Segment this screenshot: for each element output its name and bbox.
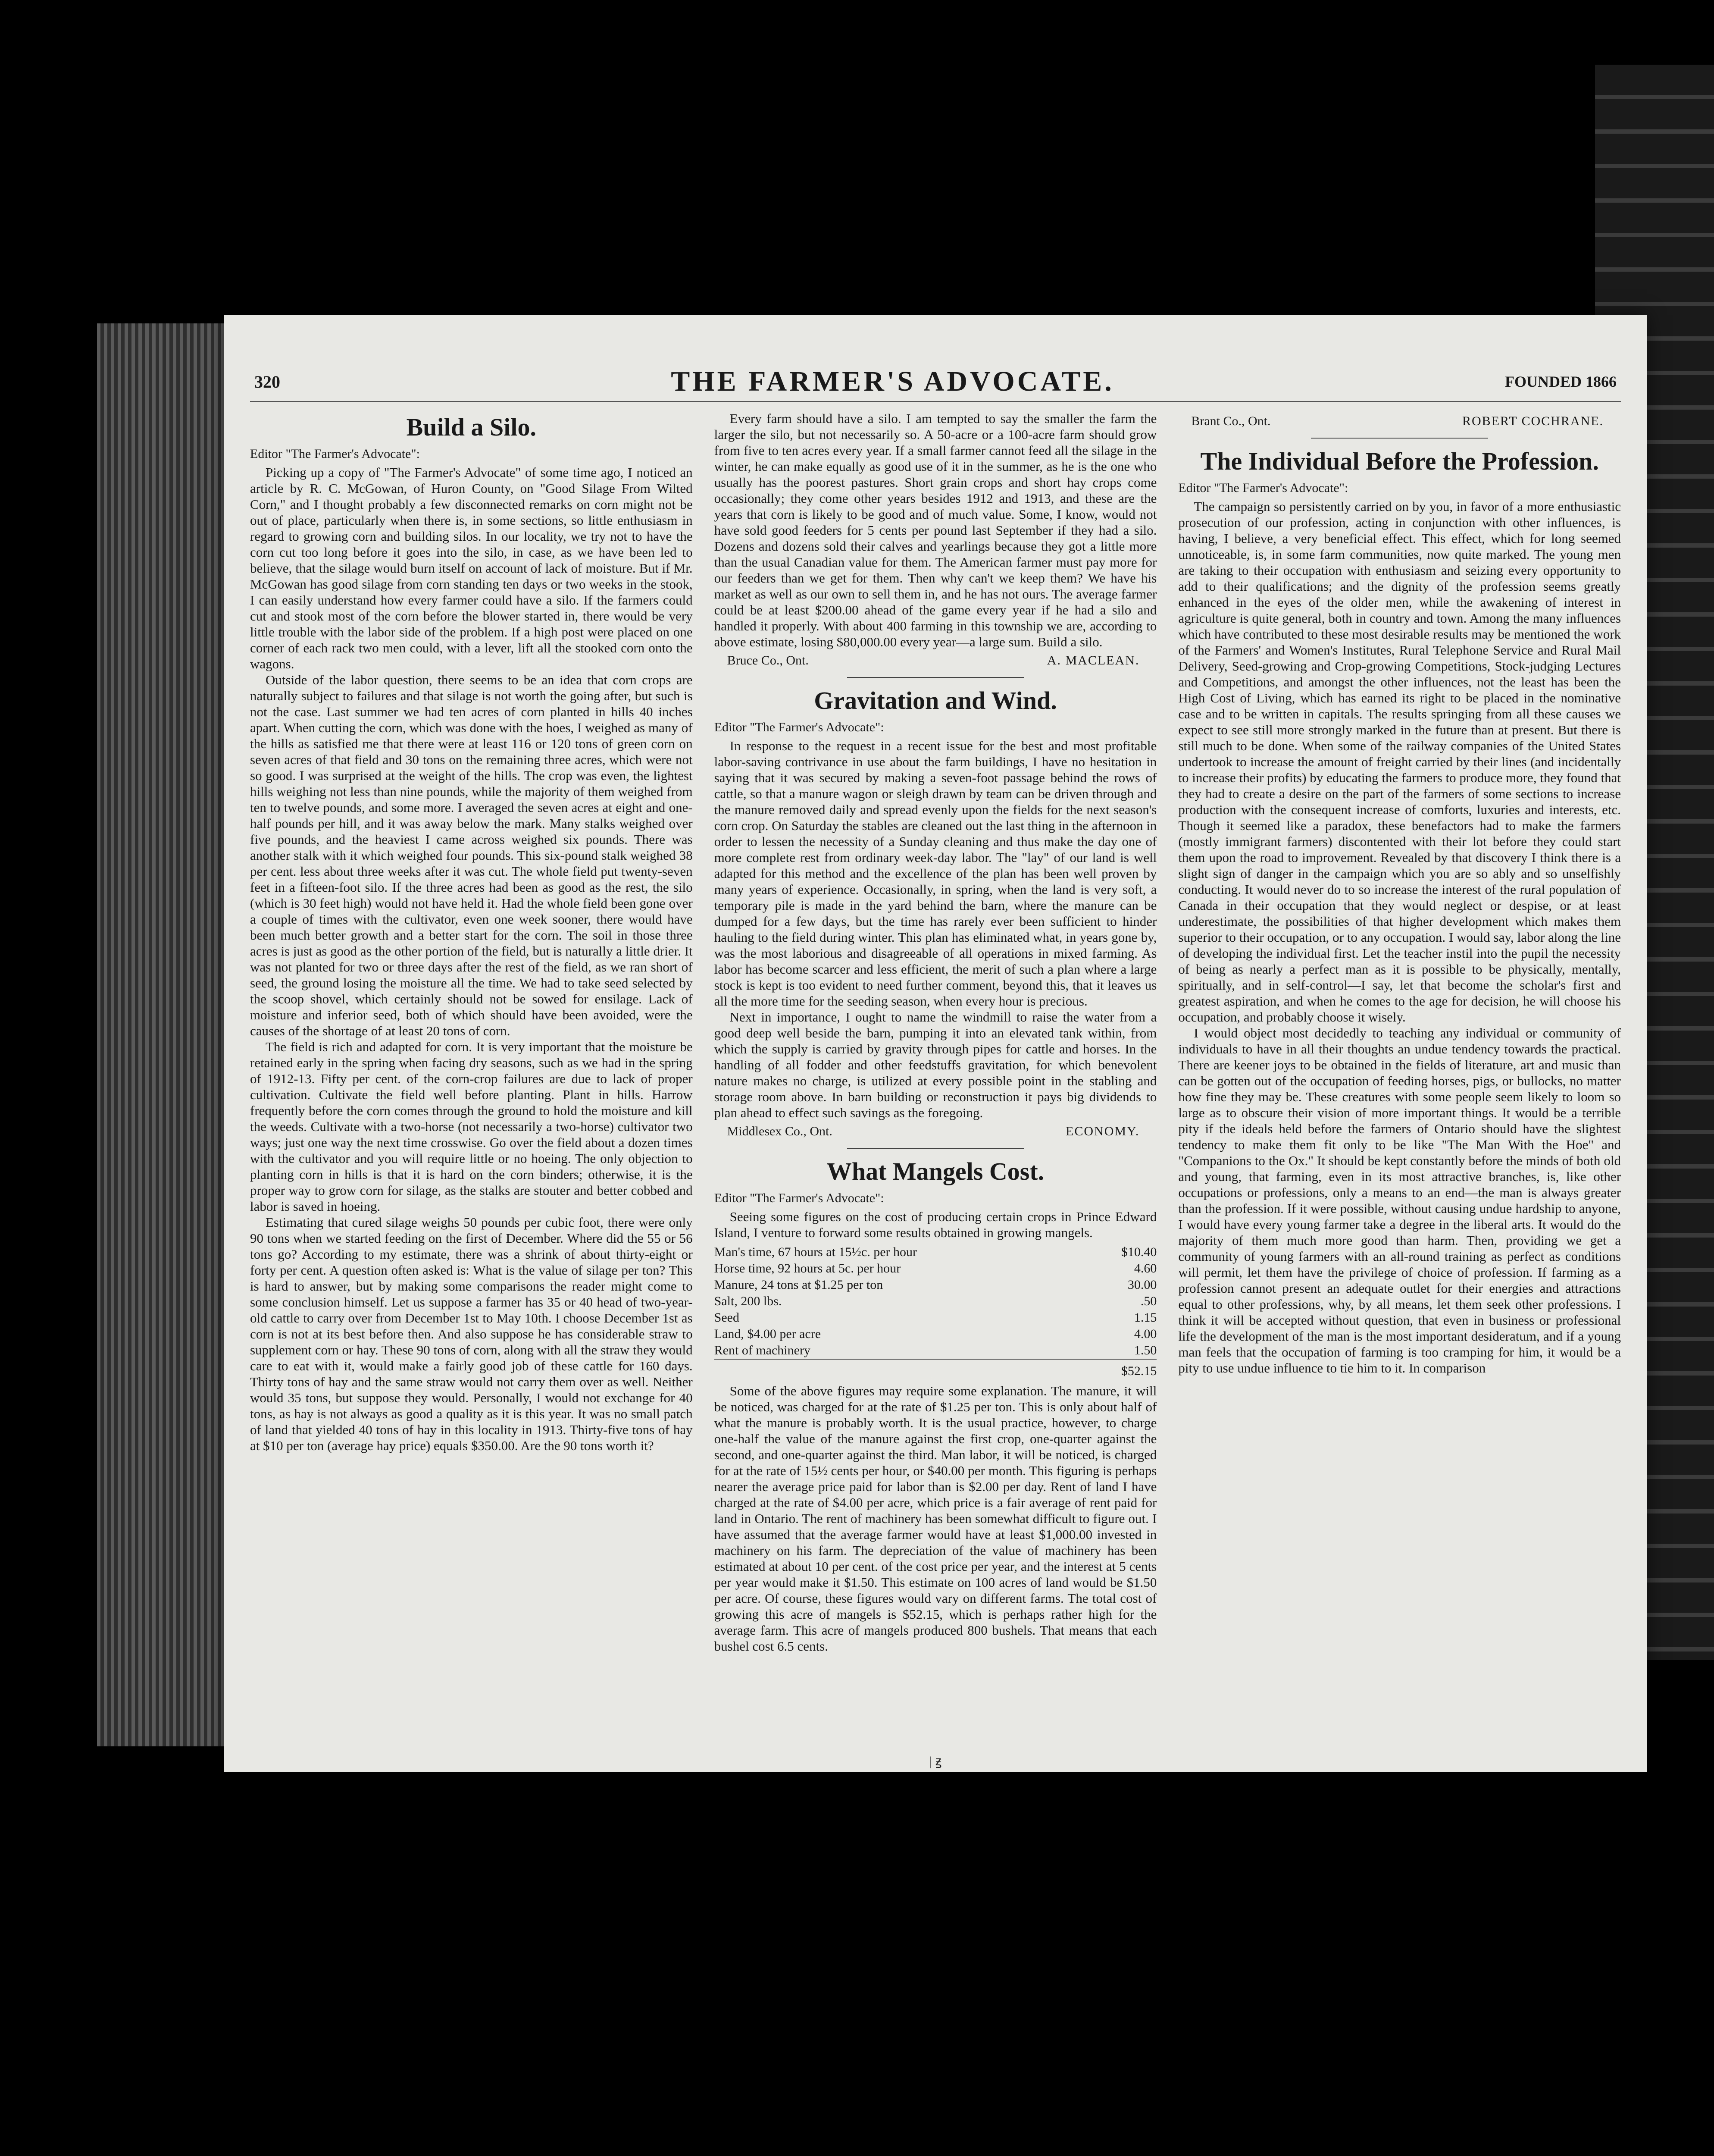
cost-amount: 4.00 [1134,1327,1157,1341]
article-salutation: Editor "The Farmer's Advocate": [714,1191,884,1205]
article-title: The Individual Before the Profession. [1200,447,1599,475]
divider [1311,438,1488,439]
signature-place: Brant Co., Ont. [1191,414,1271,428]
page-footer-mark: | ꙃ [929,1754,941,1768]
signature-place: Bruce Co., Ont. [727,653,809,667]
table-row [714,1342,1157,1359]
cost-table [714,1244,1157,1379]
cost-amount: 4.60 [1134,1261,1157,1275]
cost-amount: .50 [1140,1294,1157,1308]
article-gravitation-and-wind [714,686,1157,1139]
cost-item: Rent of machinery [714,1343,810,1357]
cost-item: Land, $4.00 per acre [714,1327,821,1341]
page-number: 320 [254,372,280,392]
column-2 [714,411,1157,1747]
article-individual-before-profession [1178,447,1621,1376]
signature-name: A. MACLEAN. [1047,653,1140,667]
paragraph: Picking up a copy of "The Farmer's Advocate" of some time ago, I noticed an article by R. C. McGowan, of Huron County, on "Good Silage From Wilted Corn," and I thought probably a few disconnected remarks on corn might not be out of place, particularly when there is, in some sections, so little enthusiasm in regard to growing corn and building silos. In our locality, we try not to have the corn cut too long before it goes into the silo, in case, as we have been led to believe, that the silage would burn itself on account of lack of moisture. But if Mr. McGowan has good silage from corn standing ten days or two weeks in the stook, I can easily understand how every farmer could have a silo. If the farmers could cut and stook most of the corn before the blower started in, there would be very little trouble with the labor side of the problem. If a high post were placed on one corner of each rack two men could, with a lever, lift all the stooked corn onto the wagons. [250,465,693,671]
table-row [714,1326,1157,1342]
table-row [714,1277,1157,1293]
article-title: Gravitation and Wind. [814,686,1057,714]
article-salutation: Editor "The Farmer's Advocate": [1178,481,1348,495]
signature [727,652,1140,668]
cost-item: Manure, 24 tons at $1.25 per ton [714,1278,883,1292]
signature-name: ROBERT COCHRANE. [1462,414,1604,428]
signature-place: Middlesex Co., Ont. [727,1124,832,1138]
table-row [714,1244,1157,1260]
article-salutation: Editor "The Farmer's Advocate": [714,720,884,734]
paragraph: Outside of the labor question, there seems to be an idea that corn crops are naturally subject to failures and that silage is not worth the going after, but such is not the case. Last summer we had ten acres of corn planted in hills 40 inches apart. When cutting the corn, which was done with the hoes, I weighed as many of the hills as satisfied me that there were at least 116 or 120 tons of green corn on seven acres of that field and 30 tons on the remaining three acres, which were not so good. I was surprised at the weight of the hills. The crop was even, the lightest hills weighing not less than nine pounds, while the majority of them weighed from ten to twelve pounds, and some more. I averaged the seven acres at eight and one-half pounds per hill, and it was away below the mark. Many stalks weighed over five pounds, and the heaviest I came across weighed six pounds. There was another stalk with it which weighed four pounds. This six-pound stalk weighed 38 per cent. less about three weeks after it was cut. The whole field put twenty-seven feet in a fifteen-foot silo. If the three acres had been as good as the rest, the silo (which is 30 feet high) would not have held it. Had the whole field been gone over a couple of times with the cultivator, even one week sooner, there would have been much better growth and a better start for the corn. The soil in those three acres is just as good as the other portion of the field, but is naturally a little drier. It was not planted for two or three days after the rest of the field, as we ran short of seed, the ground losing the moisture all the time. We had to take seed selected by the scoop shovel, which certainly should not be sowed for ensilage. Lack of moisture and inferior seed, both of which should have been avoided, were the causes of the shortage of at least 20 tons of corn. [250,672,693,1038]
paragraph: Seeing some figures on the cost of producing certain crops in Prince Edward Island, I venture to forward some results obtained in growing mangels. [714,1209,1157,1240]
article-salutation: Editor "The Farmer's Advocate": [250,447,420,461]
article-build-a-silo [250,413,693,1454]
paragraph: Next in importance, I ought to name the windmill to raise the water from a good deep well beside the barn, pumping it into an elevated tank within, from which the supply is carried by gravity through pipes for cattle and horses. In the handling of all fodder and other feedstuffs gravitation, for which benevolent nature makes no charge, is utilized at every possible point in the stabling and storage room above. In barn building or reconstruction it pays big dividends to plan ahead to effect such savings as the foregoing. [714,1009,1157,1120]
paragraph: Every farm should have a silo. I am tempted to say the smaller the farm the larger the silo, but not necessarily so. A 50-acre or a 100-acre farm should grow from five to ten acres every year. If a small farmer cannot feed all the silage in the winter, he can make equally as good use of it in the summer, as he is the one who usually has the poorest pastures. Short grain crops and short hay crops come occasionally; they come other years besides 1912 and 1913, and these are the years that corn is likely to be good and of much value. Some, I know, would not have sold good feeders for 5 cents per pound last September if they had a silo. Dozens and dozens sold their calves and yearlings because they got a little more than the usual Canadian value for them. The American farmer must pay more for our feeders than we get for them. Then why can't we keep them? We have his market as well as our own to sell them in, and he has not ours. The average farmer could be at least $200.00 ahead of the game every year if he had a silo and handled it properly. With about 400 farming in this township we are, according to above estimate, losing $80,000.00 every year—a large sum. Build a silo. [714,411,1157,649]
paragraph: Estimating that cured silage weighs 50 pounds per cubic foot, there were only 90 tons when we started feeding on the first of December. Where did the 55 or 56 tons go? According to my estimate, there was a shrink of about thirty-eight or forty per cent. A question often asked is: What is the value of silage per ton? This is hard to answer, but by making some comparisons the reader might come to some conclusion himself. Let us suppose a farmer has 35 or 40 head of two-year-old cattle to carry over from December 1st to May 10th. I choose December 1st as corn is not at its best before then. And also suppose he has considerable straw to supplement corn or hay. These 90 tons of corn, along with all the straw they would care to eat with it, would make a fairly good job of these cattle for 160 days. Thirty tons of hay and the same straw would not carry them over as well. Neither would 35 tons, but suppose they would. Personally, I would not exchange for 40 tons, as hay is not always as good a quality as it is this year. It was no small patch of land that yielded 40 tons of hay in this locality in 1913. Thirty-five tons of hay at $10 per ton (average hay price) equals $350.00. Are the 90 tons worth it? [250,1215,693,1453]
table-total-row [714,1359,1157,1379]
signature-name: ECONOMY. [1066,1124,1140,1138]
cost-item: Man's time, 67 hours at 15½c. per hour [714,1245,917,1259]
paragraph: Some of the above figures may require some explanation. The manure, it will be noticed, was charged for at the rate of $1.25 per ton. This is only about half of what the manure is probably worth. It is the usual practice, however, to charge one-half the value of the manure against the first crop, one-quarter against the second, and one-quarter against the third. Man labor, it will be noticed, is charged for at the rate of 15½ cents per hour, or $40.00 per month. This figuring is perhaps nearer the average price paid for labor than is $2.00 per day. Rent of land I have charged at the rate of $4.00 per acre, which price is a fair average of rent paid for land in Ontario. The rent of machinery has been somewhat difficult to figure out. I have assumed that the average farmer would have at least $1,000.00 invested in machinery on his farm. The depreciation of the value of machinery has been estimated at about 10 per cent. of the cost price per year, and the interest at 5 cents per year would make it $1.50. This estimate on 100 acres of land would be $1.50 per acre. Of course, these figures would vary on different farms. The total cost of growing this acre of mangels is $52.15, which is perhaps rather high for the average farm. This acre of mangels produced 800 bushels. That means that each bushel cost 6.5 cents. [714,1383,1157,1654]
paragraph: I would object most decidedly to teaching any individual or community of individuals to have in all their thoughts an undue tendency towards the practical. There are keener joys to be obtained in the fields of literature, art and music than can be gotten out of the occupation of feeding horses, pigs, or bullocks, no matter how fine they may be. These creatures with some people seem likely to loom so large as to obscure their vision of more important things. It would be a terrible pity if the ideals held before the farmers of Ontario should have the slightest tendency to make them fit only to be like "The Man With the Hoe" and "Companions to the Ox." It should be kept constantly before the minds of both old and young, that farming, even in its most attractive branches, is, like other occupations or professions, only a means to an end—the man is always greater than the profession. If it were possible, without causing undue hardship to anyone, I would have every young farmer take a degree in the liberal arts. It would do the majority of them much more good than harm. Then, providing we get a community of young farmers with an all-round training as perfect as conditions will permit, let them have the privilege of choice of profession. If farming as a profession cannot present an adequate outlet for their energies and attractions equal to other professions, why, by all means, let them seek other professions. I think it will be accepted without question, that even in business or professional life the development of the man is the most important desideratum, and if a young man feels that the occupation of farming is too cramping for him, it would be a pity to use undue influence to tie him to it. In comparison [1178,1025,1621,1376]
cost-amount: 30.00 [1127,1278,1157,1292]
cost-item: Horse time, 92 hours at 5c. per hour [714,1261,901,1275]
table-row [714,1260,1157,1277]
table-row [714,1310,1157,1326]
divider [847,1148,1024,1149]
cost-total: $52.15 [1092,1359,1157,1379]
table-row [714,1293,1157,1310]
paragraph: In response to the request in a recent issue for the best and most profitable labor-saving contrivance in use about the farm buildings, I have no hesitation in saying that it was secured by making a seven-foot passage behind the rows of cattle, so that a manure wagon or sleigh drawn by team can be driven through and the manure removed daily and spread evenly upon the fields for the next season's corn crop. On Saturday the stables are cleaned out the last thing in the afternoon in order to lessen the necessity of a Sunday cleaning and thus make the day one of more complete rest from ordinary week-day labor. The "lay" of our land is well adapted for this method and the excellence of the plan has been well proven by many years of experience. Occasionally, in spring, when the land is very soft, a temporary pile is made in the yard behind the barn, where the manure can be dumped for a few days, but the time has rarely ever been sufficient to hinder hauling to the field during winter. This plan has eliminated what, in years gone by, was the most laborious and disagreeable of all operations in mixed farming. As labor has become scarcer and less efficient, the merit of such a plan where a large stock is kept is too evident to need further comment, beyond this, that it leaves us all the more time for the seeding season, when every hour is precious. [714,738,1157,1009]
article-title: What Mangels Cost. [826,1157,1045,1185]
paragraph: The campaign so persistently carried on by you, in favor of a more enthusiastic prosecution of our profession, acting in conjunction with other influences, is having, I believe, a very beneficial effect. This effect, which for long seemed unnoticeable, is, in some farm communities, now quite marked. The young men are taking to their occupation with enthusiasm and seizing every opportunity to add to their qualifications; and the dignity of the profession seems greatly enhanced in the eyes of the older men, while the awakening of interest in agriculture is quite general, both in country and town. Among the many influences which have contributed to these most desirable results may be mentioned the work of the Farmers' and Women's Institutes, Rural Telephone Service and Rural Mail Delivery, Seed-growing and Crop-growing Competitions, Stock-judging Lectures and Competitions, and amongst the other influences, not the least has been the High Cost of Living, which has earned its right to be placed in the nominative case and to be written in capitals. The results springing from all these causes we expect to see still more strongly marked in the future than at present. But there is still much to be done. When some of the railway companies of the United States undertook to increase the amount of freight carried by their lines (and incidentally to increase their profits) by educating the farmers to produce more, they found that they had to create a desire on the part of the farmers of some sections to increase production with the consequent increase of comforts, luxuries and interests, etc. Though it seemed like a paradox, these benefactors had to make the farmers (mostly immigrant farmers) discontented with their lot before they could start them upon the road to improvement. Revealed by that discovery I think there is a slight sign of danger in the campaign which you are so ably and so unselfishly conducting. It would never do to so increase the interest of the rural population of Canada in their occupation that they would neglect or despise, or at least underestimate, the possibilities of that higher development which makes them superior to their occupation, or to any occupation. I would say, labor along the line of developing the individual first. Let the teacher instil into the pupil the necessity of being as nearly a perfect man as it is possible to be physically, mentally, spiritually, and in self-control—I say, let that become the scholar's first and greatest aspiration, and when he comes to the age for decision, he will choose his occupation, and probably choose it wisely. [1178,499,1621,1025]
cost-amount: 1.50 [1134,1343,1157,1357]
founded-note: FOUNDED 1866 [1504,373,1617,390]
cost-item: Seed [714,1310,739,1325]
column-3 [1178,411,1621,1747]
signature [1191,413,1604,429]
cost-item: Salt, 200 lbs. [714,1294,782,1308]
cost-amount: 1.15 [1134,1310,1157,1325]
masthead [250,362,1621,402]
cost-amount: $10.40 [1121,1245,1157,1259]
paragraph: The field is rich and adapted for corn. It is very important that the moisture be retained early in the spring when facing dry seasons, such as we had in the spring of 1912-13. Fifty per cent. of the corn-crop failures are due to lack of proper cultivation. Cultivate the field well before planting. Plant in hills. Harrow frequently before the corn comes through the ground to hold the moisture and kill the weeds. Cultivate with a two-horse (not necessarily a two-horse) cultivator two ways; just one way the next time crosswise. Go over the field about a dozen times with the cultivator and you will require little or no hoeing. The only objection to planting corn in hills is that it is hard on the corn binders; otherwise, it is the proper way to grow corn for silage, as the stalks are stouter and better cobbed and labor is saved in hoeing. [250,1039,693,1214]
publication-title: THE FARMER'S ADVOCATE. [671,366,1114,397]
article-title: Build a Silo. [406,413,537,441]
newspaper-page [224,315,1647,1772]
article-what-mangels-cost [714,1157,1157,1654]
divider [847,677,1024,678]
column-1 [250,411,693,1747]
signature [727,1123,1140,1139]
